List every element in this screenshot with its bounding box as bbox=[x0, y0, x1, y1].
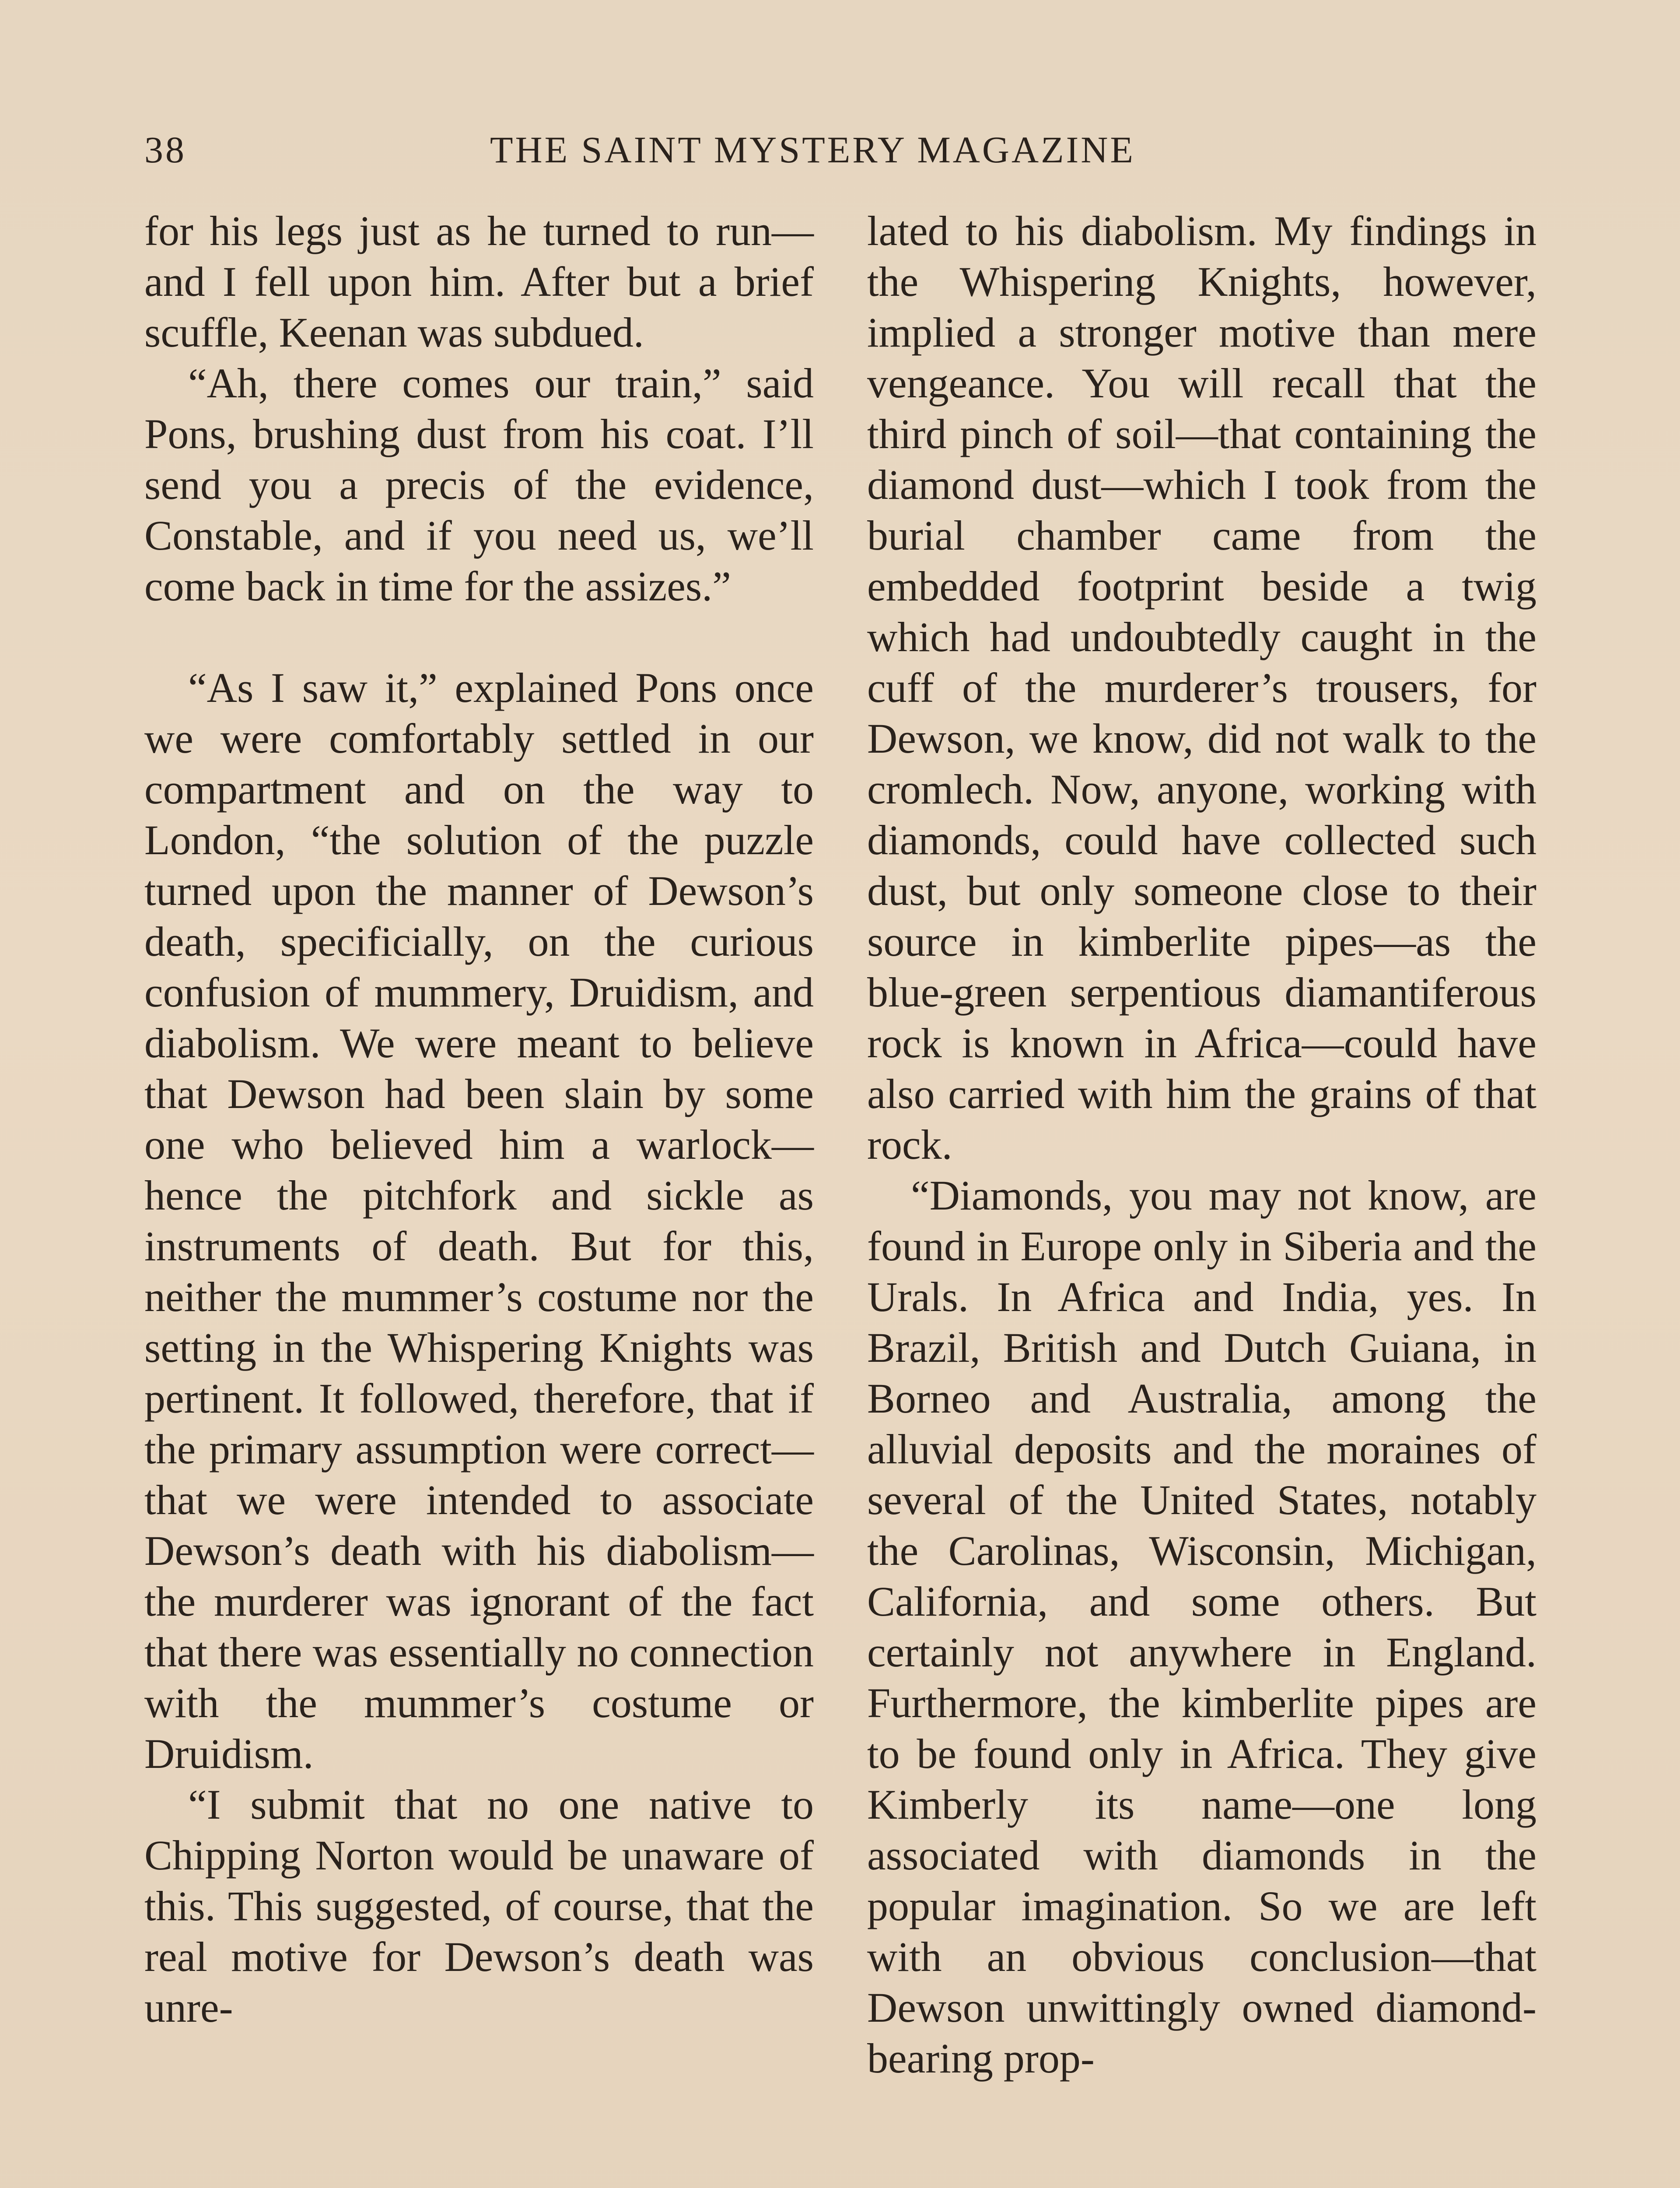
right-column bbox=[867, 206, 1536, 2084]
running-title: THE SAINT MYSTERY MAGAZINE bbox=[490, 129, 1135, 171]
left-column bbox=[144, 206, 814, 2033]
left-paragraph-2: “Ah, there comes our train,” said Pons, brushing dust from his coat. I’ll send you a precis of the evidence, Constable, and if you need us, we’ll come back in time for the assizes.” bbox=[144, 360, 814, 610]
page-number: 38 bbox=[144, 129, 186, 171]
left-paragraph-3: “As I saw it,” explained Pons once we were comfortably settled in our compartment and on the way to London, “the solution of the puzzle turned upon the manner of Dewson’s death, specificially, on the curious confusion of mummery, Druidism, and diabolism. We were meant to believe that Dewson had been slain by some one who believed him a warlock—hence the pitchfork and sickle as instruments of death. But for this, neither the mummer’s costume nor the setting in the Whispering Knights was pertinent. It followed, therefore, that if the primary assumption were correct—that we were intended to associate Dewson’s death with his diabolism—the murderer was ignorant of the fact that there was essentially no connection with the mummer’s costume or Druidism. bbox=[144, 664, 814, 1777]
section-break bbox=[144, 612, 814, 663]
page-header bbox=[144, 128, 1632, 185]
right-paragraph-1: lated to his diabolism. My findings in the Whispering Knights, however, implied a stronger motive than mere vengeance. You will recall that the third pinch of soil—that containing the diamond dust—which I took from the burial chamber came from the embedded footprint beside a twig which had undoubtedly caught in the cuff of the murderer’s trousers, for Dewson, we know, did not walk to the cromlech. Now, anyone, working with diamonds, could have collected such dust, but only someone close to their source in kimberlite pipes—as the blue-green serpentious diamantiferous rock is known in Africa—could have also carried with him the grains of that rock. bbox=[867, 207, 1536, 1168]
left-paragraph-4: “I submit that no one native to Chipping Norton would be unaware of this. This suggested, of course, that the real motive for Dewson’s death was unre- bbox=[144, 1781, 814, 2031]
left-paragraph-1: for his legs just as he turned to run—and I fell upon him. After but a brief scuffle, Keenan was subdued. bbox=[144, 207, 814, 356]
right-paragraph-2: “Diamonds, you may not know, are found in Europe only in Siberia and the Urals. In Africa and India, yes. In Brazil, British and Dutch Guiana, in Borneo and Australia, among the alluvial deposits and the moraines of several of the United States, notably the Carolinas, Wisconsin, Michigan, California, and some others. But certainly not anywhere in England. Furthermore, the kimberlite pipes are to be found only in Africa. They give Kimberly its name—one long associated with diamonds in the popular imagination. So we are left with an obvious conclusion—that Dewson unwittingly owned diamond-bearing prop- bbox=[867, 1172, 1536, 2082]
